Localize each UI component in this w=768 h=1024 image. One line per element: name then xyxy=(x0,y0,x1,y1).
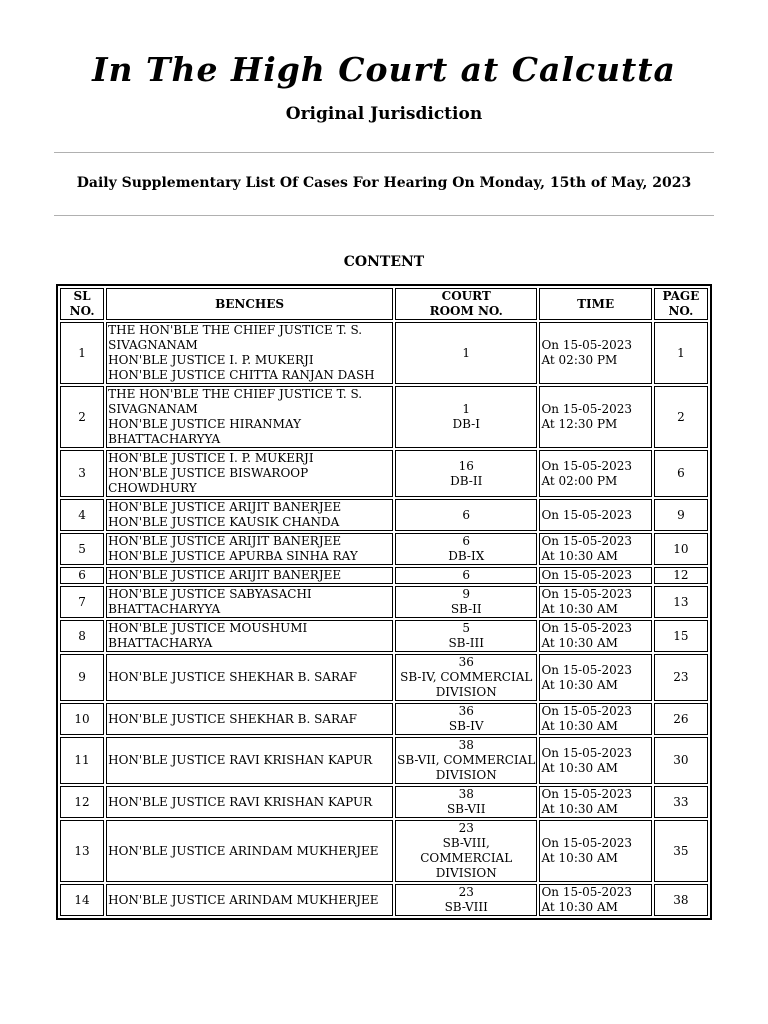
page-cell: 15 xyxy=(654,620,708,652)
table-row xyxy=(60,884,708,916)
room-cell: 9 SB-II xyxy=(395,586,537,618)
sl-cell: 14 xyxy=(60,884,104,916)
sl-cell: 6 xyxy=(60,567,104,584)
bench-cell: HON'BLE JUSTICE ARIJIT BANERJEE HON'BLE JUSTICE APURBA SINHA RAY xyxy=(106,533,393,565)
bench-cell: THE HON'BLE THE CHIEF JUSTICE T. S. SIVAGNANAM HON'BLE JUSTICE HIRANMAY BHATTACHARYYA xyxy=(106,386,393,448)
time-cell: On 15-05-2023 At 02:30 PM xyxy=(539,322,651,384)
divider xyxy=(54,215,714,216)
time-cell: On 15-05-2023 At 10:30 AM xyxy=(539,703,651,735)
page-cell: 13 xyxy=(654,586,708,618)
room-cell: 1 DB-I xyxy=(395,386,537,448)
room-cell: 23 SB-VIII xyxy=(395,884,537,916)
sl-cell: 2 xyxy=(60,386,104,448)
list-title: Daily Supplementary List Of Cases For Hearing On Monday, 15th of May, 2023 xyxy=(76,175,692,191)
table-row xyxy=(60,820,708,882)
time-cell: On 15-05-2023 At 10:30 AM xyxy=(539,533,651,565)
page-cell: 33 xyxy=(654,786,708,818)
bench-cell: HON'BLE JUSTICE ARIJIT BANERJEE xyxy=(106,567,393,584)
room-cell: 38 SB-VII xyxy=(395,786,537,818)
page-cell: 1 xyxy=(654,322,708,384)
page-cell: 9 xyxy=(654,499,708,531)
room-cell: 16 DB-II xyxy=(395,450,537,497)
room-cell: 36 SB-IV, COMMERCIAL DIVISION xyxy=(395,654,537,701)
header-time: TIME xyxy=(539,288,651,320)
header-page-no: PAGE NO. xyxy=(654,288,708,320)
time-cell: On 15-05-2023 At 10:30 AM xyxy=(539,654,651,701)
page-cell: 35 xyxy=(654,820,708,882)
time-cell: On 15-05-2023 At 02:00 PM xyxy=(539,450,651,497)
bench-cell: HON'BLE JUSTICE RAVI KRISHAN KAPUR xyxy=(106,737,393,784)
table-row xyxy=(60,654,708,701)
sl-cell: 10 xyxy=(60,703,104,735)
time-cell: On 15-05-2023 At 10:30 AM xyxy=(539,586,651,618)
jurisdiction-subtitle: Original Jurisdiction xyxy=(285,104,483,124)
header-benches: BENCHES xyxy=(106,288,393,320)
bench-cell: HON'BLE JUSTICE ARINDAM MUKHERJEE xyxy=(106,820,393,882)
sl-cell: 1 xyxy=(60,322,104,384)
room-cell: 23 SB-VIII, COMMERCIAL DIVISION xyxy=(395,820,537,882)
time-cell: On 15-05-2023 At 10:30 AM xyxy=(539,884,651,916)
time-cell: On 15-05-2023 At 10:30 AM xyxy=(539,737,651,784)
page-cell: 23 xyxy=(654,654,708,701)
content-table-wrapper xyxy=(56,284,712,1024)
time-cell: On 15-05-2023 At 10:30 AM xyxy=(539,786,651,818)
page-cell: 12 xyxy=(654,567,708,584)
bench-cell: HON'BLE JUSTICE SHEKHAR B. SARAF xyxy=(106,654,393,701)
time-cell: On 15-05-2023 At 12:30 PM xyxy=(539,386,651,448)
room-cell: 6 DB-IX xyxy=(395,533,537,565)
table-row xyxy=(60,586,708,618)
room-cell: 36 SB-IV xyxy=(395,703,537,735)
bench-cell: HON'BLE JUSTICE RAVI KRISHAN KAPUR xyxy=(106,786,393,818)
sl-cell: 9 xyxy=(60,654,104,701)
table-row xyxy=(60,499,708,531)
time-cell: On 15-05-2023 xyxy=(539,499,651,531)
room-cell: 6 xyxy=(395,499,537,531)
sl-cell: 8 xyxy=(60,620,104,652)
table-row xyxy=(60,322,708,384)
page-cell: 38 xyxy=(654,884,708,916)
sl-cell: 3 xyxy=(60,450,104,497)
content-heading: CONTENT xyxy=(343,254,425,270)
table-row xyxy=(60,533,708,565)
bench-cell: HON'BLE JUSTICE ARINDAM MUKHERJEE xyxy=(106,884,393,916)
page-cell: 10 xyxy=(654,533,708,565)
room-cell: 38 SB-VII, COMMERCIAL DIVISION xyxy=(395,737,537,784)
table-row xyxy=(60,567,708,584)
sl-cell: 5 xyxy=(60,533,104,565)
bench-cell: HON'BLE JUSTICE SHEKHAR B. SARAF xyxy=(106,703,393,735)
page-cell: 26 xyxy=(654,703,708,735)
sl-cell: 12 xyxy=(60,786,104,818)
room-cell: 1 xyxy=(395,322,537,384)
table-row xyxy=(60,386,708,448)
room-cell: 5 SB-III xyxy=(395,620,537,652)
time-cell: On 15-05-2023 At 10:30 AM xyxy=(539,620,651,652)
divider xyxy=(54,152,714,153)
table-row xyxy=(60,703,708,735)
table-row xyxy=(60,450,708,497)
time-cell: On 15-05-2023 At 10:30 AM xyxy=(539,820,651,882)
bench-cell: THE HON'BLE THE CHIEF JUSTICE T. S. SIVAGNANAM HON'BLE JUSTICE I. P. MUKERJI HON'BLE JUSTICE CHITTA RANJAN DASH xyxy=(106,322,393,384)
page-cell: 6 xyxy=(654,450,708,497)
table-row xyxy=(60,786,708,818)
table-row xyxy=(60,737,708,784)
court-title: In The High Court at Calcutta xyxy=(92,50,676,89)
header-court-room: COURT ROOM NO. xyxy=(395,288,537,320)
bench-cell: HON'BLE JUSTICE ARIJIT BANERJEE HON'BLE JUSTICE KAUSIK CHANDA xyxy=(106,499,393,531)
table-row xyxy=(60,620,708,652)
content-table xyxy=(56,284,712,920)
bench-cell: HON'BLE JUSTICE SABYASACHI BHATTACHARYYA xyxy=(106,586,393,618)
page-cell: 30 xyxy=(654,737,708,784)
table-header-row xyxy=(60,288,708,320)
bench-cell: HON'BLE JUSTICE I. P. MUKERJI HON'BLE JUSTICE BISWAROOP CHOWDHURY xyxy=(106,450,393,497)
sl-cell: 7 xyxy=(60,586,104,618)
page-cell: 2 xyxy=(654,386,708,448)
room-cell: 6 xyxy=(395,567,537,584)
time-cell: On 15-05-2023 xyxy=(539,567,651,584)
sl-cell: 13 xyxy=(60,820,104,882)
table-body xyxy=(60,322,708,916)
sl-cell: 4 xyxy=(60,499,104,531)
sl-cell: 11 xyxy=(60,737,104,784)
header-sl-no: SL NO. xyxy=(60,288,104,320)
bench-cell: HON'BLE JUSTICE MOUSHUMI BHATTACHARYA xyxy=(106,620,393,652)
